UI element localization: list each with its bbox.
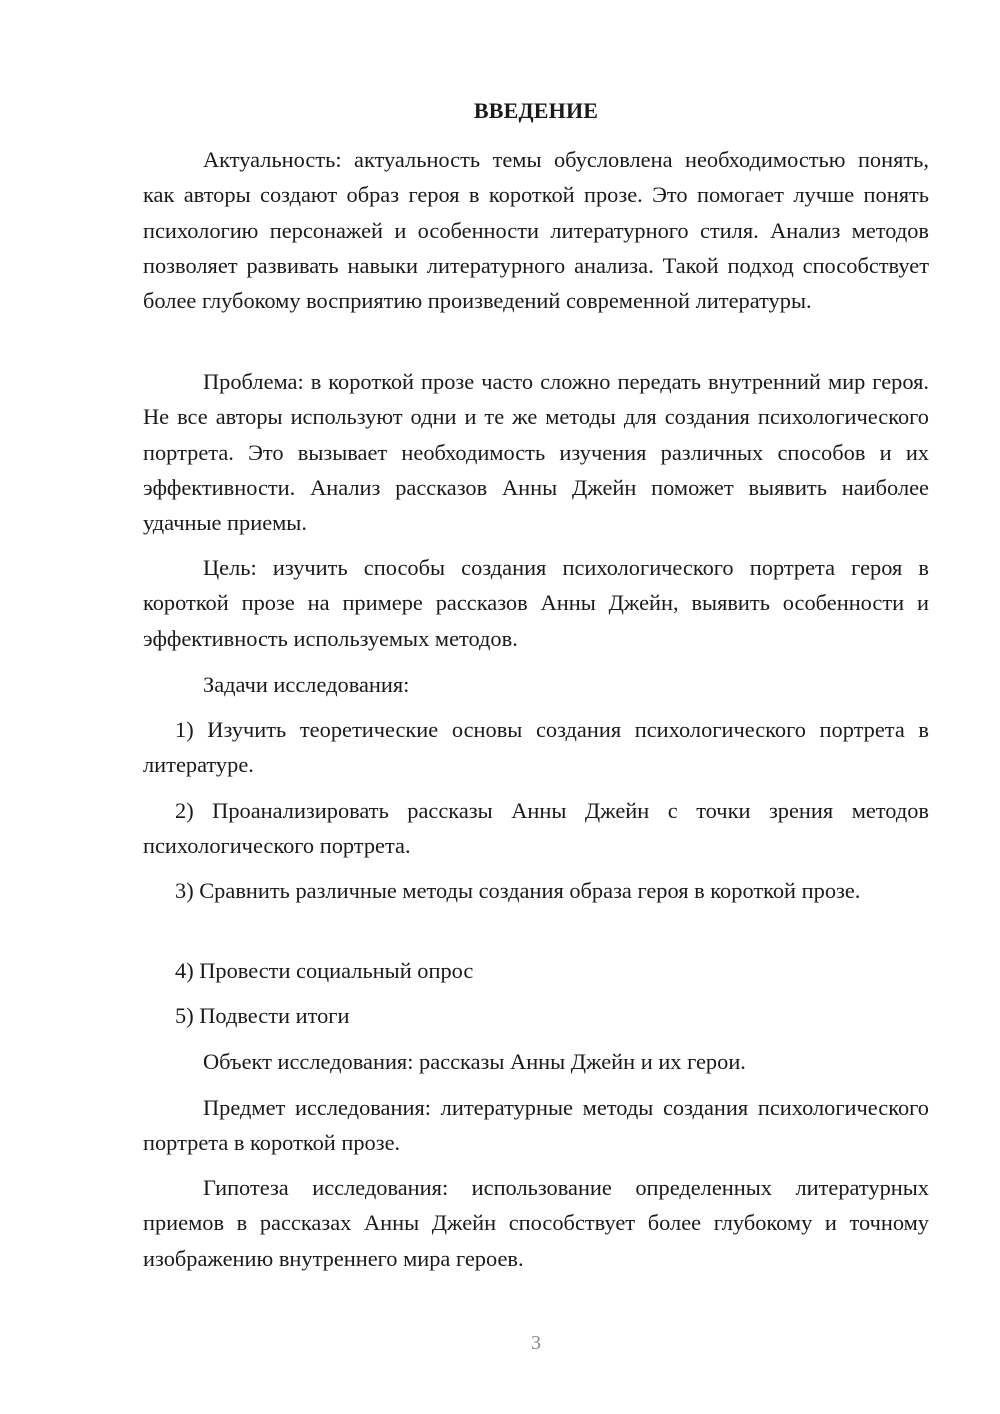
paragraph-hypothesis: Гипотеза исследования: использование определенных литературных приемов в рассказах Анны Джейн способствует более глубокому и точному изображению внутреннего мира героев. bbox=[143, 1175, 929, 1271]
paragraph-subject: Предмет исследования: литературные методы создания психологического портрета в короткой прозе. bbox=[143, 1095, 929, 1156]
task-item-4: 4) Провести социальный опрос bbox=[175, 958, 474, 983]
task-item-1: 1) Изучить теоретические основы создания психологического портрета в литературе. bbox=[143, 717, 929, 778]
paragraph-object: Объект исследования: рассказы Анны Джейн и их герои. bbox=[203, 1049, 746, 1074]
task-item-5: 5) Подвести итоги bbox=[175, 1003, 350, 1028]
task-item-2: 2) Проанализировать рассказы Анны Джейн с точки зрения методов психологического портрета. bbox=[143, 798, 929, 859]
paragraph-relevance: Актуальность: актуальность темы обусловлена необходимостью понять, как авторы создают образ героя в короткой прозе. Это помогает лучше понять психологию персонажей и особенности литературного стиля. Анализ методов позволяет развивать навыки литературного анализа. Такой подход способствует более глубокому восприятию произведений современной литературы. bbox=[143, 147, 929, 314]
section-heading: ВВЕДЕНИЕ bbox=[473, 98, 599, 123]
paragraph-goal: Цель: изучить способы создания психологического портрета героя в короткой прозе на примере рассказов Анны Джейн, выявить особенности и эффективность используемых методов. bbox=[143, 555, 929, 651]
tasks-title: Задачи исследования: bbox=[203, 672, 410, 697]
task-item-3: 3) Сравнить различные методы создания образа героя в короткой прозе. bbox=[175, 878, 861, 903]
paragraph-problem: Проблема: в короткой прозе часто сложно передать внутренний мир героя. Не все авторы используют одни и те же методы для создания психологического портрета. Это вызывает необходимость изучения различных способов и их эффективности. Анализ рассказов Анны Джейн поможет выявить наиболее удачные приемы. bbox=[143, 369, 929, 536]
document-page bbox=[143, 0, 929, 1414]
page-number: 3 bbox=[531, 1332, 541, 1354]
